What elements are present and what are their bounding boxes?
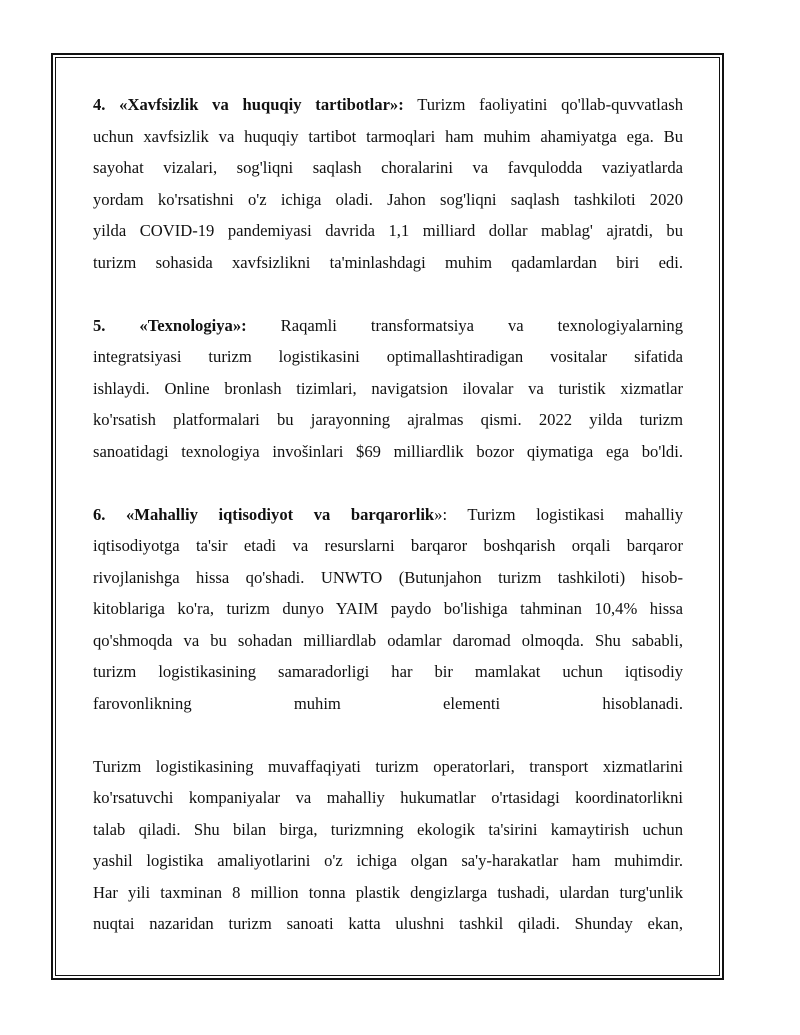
text-line: iqtisodiyotga ta'sir etadi va resurslarni barqaror boshqarish orqali barqaror <box>93 536 683 555</box>
section-heading: 4. «Xavfsizlik va huquqiy tartibotlar»: <box>93 95 404 114</box>
text-line: farovonlikning muhim elementi hisoblanadi. <box>93 693 683 713</box>
text-line: uchun xavfsizlik va huquqiy tartibot tarmoqlari ham muhim ahamiyatga ega. Bu <box>93 126 683 146</box>
text-line: yashil logistika amaliyotlarini o'z ichiga olgan sa'y-harakatlar ham muhimdir. <box>93 851 683 870</box>
text-line: sayohat vizalari, sog'liqni saqlash choralarini va favqulodda vaziyatlarda <box>93 158 683 177</box>
paragraph-gap <box>93 467 683 499</box>
text-line: integratsiyasi turizm logistikasini optimallashtiradigan vositalar sifatida <box>93 347 683 366</box>
section-heading: 5. «Texnologiya»: <box>93 315 247 335</box>
text-line: ko'rsatuvchi kompaniyalar va mahalliy hukumatlar o'rtasidagi koordinatorlikni <box>93 788 683 807</box>
text-line: turizm sohasida xavfsizlikni ta'minlashdagi muhim qadamlardan biri edi. <box>93 252 683 272</box>
text-line: yilda COVID-19 pandemiyasi davrida 1,1 milliard dollar mablag' ajratdi, bu <box>93 221 683 240</box>
text-line: turizm logistikasining samaradorligi har bir mamlakat uchun iqtisodiy <box>93 662 683 681</box>
paragraph-security <box>93 89 683 278</box>
text-line: rivojlanishga hissa qo'shadi. UNWTO (Butunjahon turizm tashkiloti) hisob- <box>93 567 683 587</box>
text-line: Har yili taxminan 8 million tonna plastik dengizlarga tushadi, ulardan turg'unlik <box>93 882 683 902</box>
text-line: talab qiladi. Shu bilan birga, turizmning ekologik ta'sirini kamaytirish uchun <box>93 819 683 839</box>
document-body <box>93 89 683 940</box>
text-line: 6. «Mahalliy iqtisodiyot va barqarorlik»: Turizm logistikasi mahalliy <box>93 504 683 524</box>
text-line: qo'shmoqda va bu sohadan milliardlab odamlar daromad olmoqda. Shu sababli, <box>93 630 683 650</box>
text-line: Turizm logistikasining muvaffaqiyati turizm operatorlari, transport xizmatlarini <box>93 756 683 776</box>
text-line: 4. «Xavfsizlik va huquqiy tartibotlar»: Turizm faoliyatini qo'llab-quvvatlash <box>93 95 683 114</box>
paragraph-gap <box>93 278 683 310</box>
text-line: 5. «Texnologiya»: Raqamli transformatsiya va texnologiyalarning <box>93 315 683 335</box>
paragraph-gap <box>93 719 683 751</box>
text-line: nuqtai nazaridan turizm sanoati katta ulushni tashkil qiladi. Shunday ekan, <box>93 914 683 933</box>
text-line: ko'rsatish platformalari bu jarayonning ajralmas qismi. 2022 yilda turizm <box>93 410 683 429</box>
text-line: yordam ko'rsatishni o'z ichiga oladi. Jahon sog'liqni saqlash tashkiloti 2020 <box>93 189 683 209</box>
paragraph-technology <box>93 310 683 468</box>
paragraph-local-economy <box>93 499 683 720</box>
paragraph-conclusion <box>93 751 683 940</box>
text-line: kitoblariga ko'ra, turizm dunyo YAIM paydo bo'lishiga tahminan 10,4% hissa <box>93 599 683 618</box>
text-line: sanoatidagi texnologiya invošinlari $69 milliardlik bozor qiymatiga ega bo'ldi. <box>93 441 683 461</box>
text-line: ishlaydi. Online bronlash tizimlari, navigatsion ilovalar va turistik xizmatlar <box>93 378 683 398</box>
section-heading: 6. «Mahalliy iqtisodiyot va barqarorlik <box>93 504 435 524</box>
